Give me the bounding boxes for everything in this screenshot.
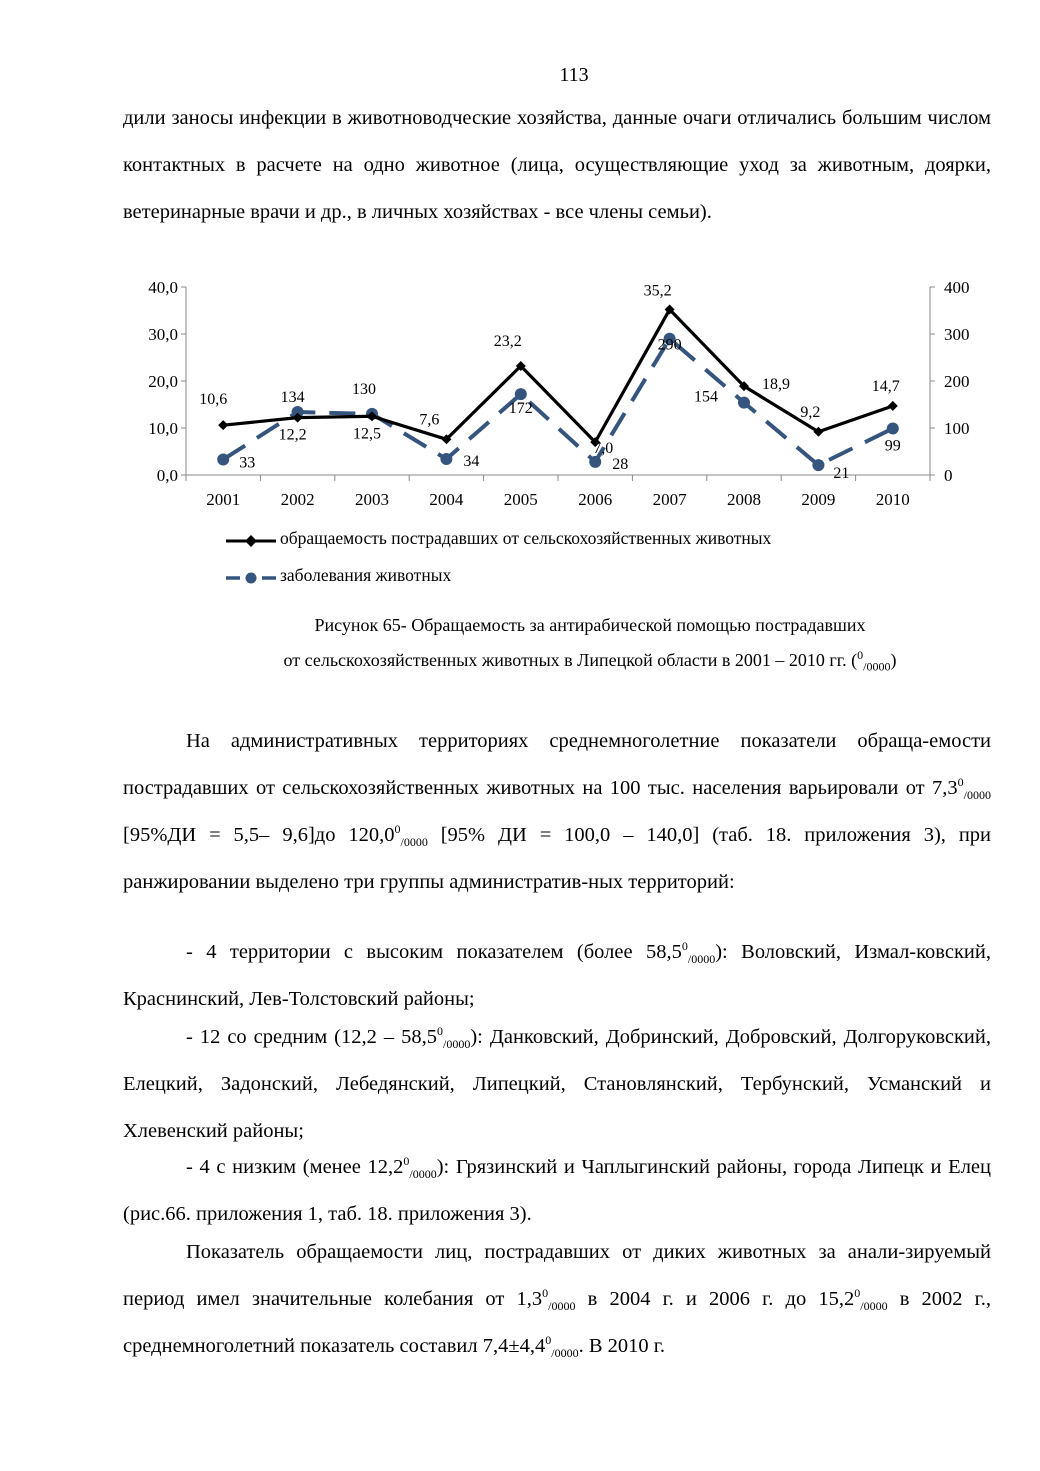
x-tick-label: 2003	[355, 490, 389, 509]
data-label-animal-diseases: 99	[884, 437, 901, 455]
x-tick-label: 2009	[801, 490, 836, 509]
right-tick-label: 300	[944, 325, 970, 344]
data-label-animal-diseases: 172	[508, 400, 533, 418]
data-label-animal-diseases: 130	[352, 380, 376, 398]
paragraph-4: - 12 со средним $(12,2 - 58,5^0_{/0000})$: Данковский, Добринский, Добровский, Долгоруковский, Елецкий, Задонский, Лебедянский, Липецкий, Становлянский, Тербунский, Усманский и Хлевенский районы;	[123, 1024, 991, 1142]
x-tick-label: 2004	[429, 490, 464, 509]
x-tick-label: 2008	[727, 490, 761, 509]
data-label-animal-diseases: 34	[463, 453, 480, 471]
right-tick-label: 200	[944, 372, 970, 391]
data-label-animal-diseases: 28	[612, 455, 629, 473]
legend-symbol-2	[226, 569, 276, 583]
data-label-visits: 12,2	[278, 426, 307, 444]
left-tick-label: 30,0	[148, 325, 178, 344]
point-animal-diseases	[738, 397, 750, 409]
left-tick-label: 20,0	[148, 372, 178, 391]
data-label-visits: 35,2	[643, 282, 672, 300]
x-tick-label: 2001	[206, 490, 241, 509]
right-tick-label: 400	[944, 278, 970, 297]
x-tick-label: 2005	[503, 490, 538, 509]
right-tick-label: 100	[944, 419, 970, 438]
page-number: 113	[559, 64, 589, 86]
paragraph-5: - 4 с низким (менее $12,2^0_{/0000}$): Грязинский и Чаплыгинский районы, города Липецк и Елец (рис.66. приложения 1, таб. 18. приложения 3).	[123, 1154, 991, 1225]
x-tick-label: 2002	[280, 490, 315, 509]
legend-label-1: обращаемость пострадавших от сельскохозяйственных животных	[280, 528, 772, 548]
figure-caption-line-1: Рисунок 65- Обращаемость за антирабической помощью пострадавших	[314, 615, 866, 635]
point-animal-diseases	[440, 453, 452, 465]
legend-symbol-1	[226, 532, 276, 546]
data-label-animal-diseases: 33	[239, 454, 256, 472]
x-tick-label: 2010	[875, 490, 910, 509]
data-label-visits: 9,2	[800, 403, 821, 421]
data-label-visits: 7,0	[593, 440, 614, 458]
legend-item-1	[226, 528, 771, 549]
left-tick-label: 0,0	[156, 466, 178, 485]
paragraph-1: дили заносы инфекции в животноводческие хозяйства, данные очаги отличались большим числом контактных в расчете на одно животное (лица, осуществляющие уход за животным, доярки, ветеринарные врачи и др., в личных хозяйствах - все члены семьи).	[123, 107, 991, 223]
line-chart	[0, 270, 1040, 520]
left-tick-label: 40,0	[148, 278, 178, 297]
legend-item-2	[226, 565, 451, 586]
point-animal-diseases	[887, 422, 899, 434]
point-animal-diseases	[812, 459, 824, 471]
legend-label-2: заболевания животных	[280, 565, 452, 585]
x-tick-label: 2006	[578, 490, 613, 509]
chart	[0, 270, 1040, 600]
point-animal-diseases	[217, 453, 229, 465]
left-tick-label: 10,0	[148, 419, 178, 438]
data-label-visits: 14,7	[871, 377, 900, 395]
data-label-animal-diseases: 290	[657, 336, 682, 354]
figure-caption-line-2: от сельскохозяйственных животных в Липецкой области в 2001 – 2010 гг. ($^0_{/0000}$)	[283, 648, 897, 674]
data-label-animal-diseases: 154	[694, 388, 718, 406]
point-visits	[218, 420, 228, 430]
data-label-visits: 23,2	[493, 332, 522, 350]
x-tick-label: 2007	[652, 490, 687, 509]
paragraph-6: Показатель обращаемости лиц, пострадавших от диких животных за анали-зируемый период имел значительные колебания от $1,3^0_{/0000}$ в 2004 г. и 2006 г. до $15,2^0_{/0000}$ в 2002 г., среднемноголетний показатель составил $7,4\pm 4,4^0_{/0000}$. В 2010 г.	[123, 1241, 992, 1361]
paragraph-2: На административных территориях среднемноголетние показатели обраща-емости пострадавших от сельскохозяйственных животных на 100 тыс. населения варьировали от $7,3^0_{/0000}$ [95%ДИ = 5,5– 9,6]до $120,0^0_{/0000}$ [95% ДИ = 100,0 – 140,0] (таб. 18. приложения 3), при ранжировании выделено три группы административ-ных территорий:	[123, 730, 992, 893]
data-label-animal-diseases: 134	[280, 389, 305, 407]
point-visits	[888, 401, 898, 411]
series-line-visits	[223, 310, 893, 443]
right-tick-label: 0	[944, 466, 953, 485]
data-label-animal-diseases: 21	[833, 465, 850, 483]
point-animal-diseases	[515, 388, 527, 400]
data-label-visits: 10,6	[199, 391, 228, 409]
point-animal-diseases	[589, 456, 601, 468]
data-label-visits: 18,9	[762, 376, 790, 394]
paragraph-3: - 4 территории с высоким показателем (более $58,5^0_{/0000}$): Воловский, Измал-ковский, Краснинский, Лев-Толстовский районы;	[123, 939, 991, 1010]
data-label-visits: 7,6	[419, 411, 440, 429]
data-label-visits: 12,5	[353, 425, 381, 443]
